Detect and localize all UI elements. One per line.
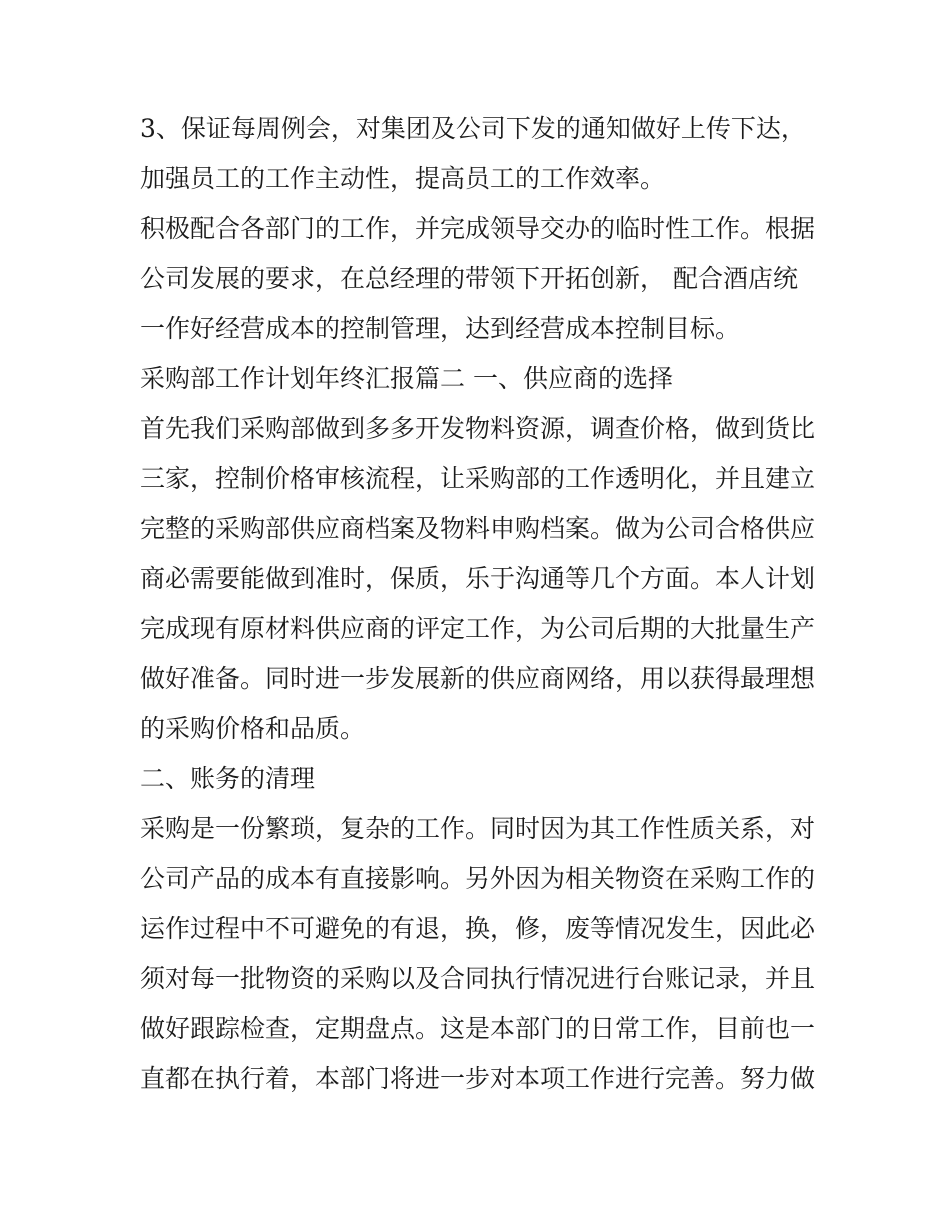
paragraph-line: 三家，控制价格审核流程，让采购部的工作透明化，并且建立 xyxy=(140,464,816,493)
paragraph-line: 的采购价格和品质。 xyxy=(140,714,366,743)
paragraph-line: 完成现有原材料供应商的评定工作，为公司后期的大批量生产 xyxy=(140,614,816,643)
paragraph-line: 商必需要能做到准时，保质，乐于沟通等几个方面。本人计划 xyxy=(140,564,816,593)
paragraph-line: 做好跟踪检查，定期盘点。这是本部门的日常工作，目前也一 xyxy=(140,1014,816,1043)
paragraph-line: 3、保证每周例会，对集团及公司下发的通知做好上传下达， xyxy=(140,114,806,143)
paragraph-line: 做好准备。同时进一步发展新的供应商网络，用以获得最理想 xyxy=(140,664,816,693)
paragraph-line: 一作好经营成本的控制管理，达到经营成本控制目标。 xyxy=(140,314,741,343)
paragraph-line: 公司发展的要求，在总经理的带领下开拓创新， 配合酒店统 xyxy=(140,264,798,293)
paragraph-line: 积极配合各部门的工作，并完成领导交办的临时性工作。根据 xyxy=(140,214,816,243)
document-body xyxy=(140,104,820,1104)
paragraph-line: 直都在执行着，本部门将进一步对本项工作进行完善。努力做 xyxy=(140,1064,816,1093)
paragraph-line: 公司产品的成本有直接影响。另外因为相关物资在采购工作的 xyxy=(140,864,816,893)
paragraph-line: 采购是一份繁琐，复杂的工作。同时因为其工作性质关系，对 xyxy=(140,814,816,843)
section-heading: 采购部工作计划年终汇报篇二 一、供应商的选择 xyxy=(140,364,673,393)
paragraph-line: 加强员工的工作主动性，提高员工的工作效率。 xyxy=(140,164,666,193)
paragraph-line: 首先我们采购部做到多多开发物料资源，调查价格，做到货比 xyxy=(140,414,816,443)
paragraph-line: 完整的采购部供应商档案及物料申购档案。做为公司合格供应 xyxy=(140,514,816,543)
paragraph-line: 运作过程中不可避免的有退，换，修，废等情况发生，因此必 xyxy=(140,914,816,943)
section-heading: 二、账务的清理 xyxy=(140,764,316,793)
paragraph-line: 须对每一批物资的采购以及合同执行情况进行台账记录，并且 xyxy=(140,964,816,993)
